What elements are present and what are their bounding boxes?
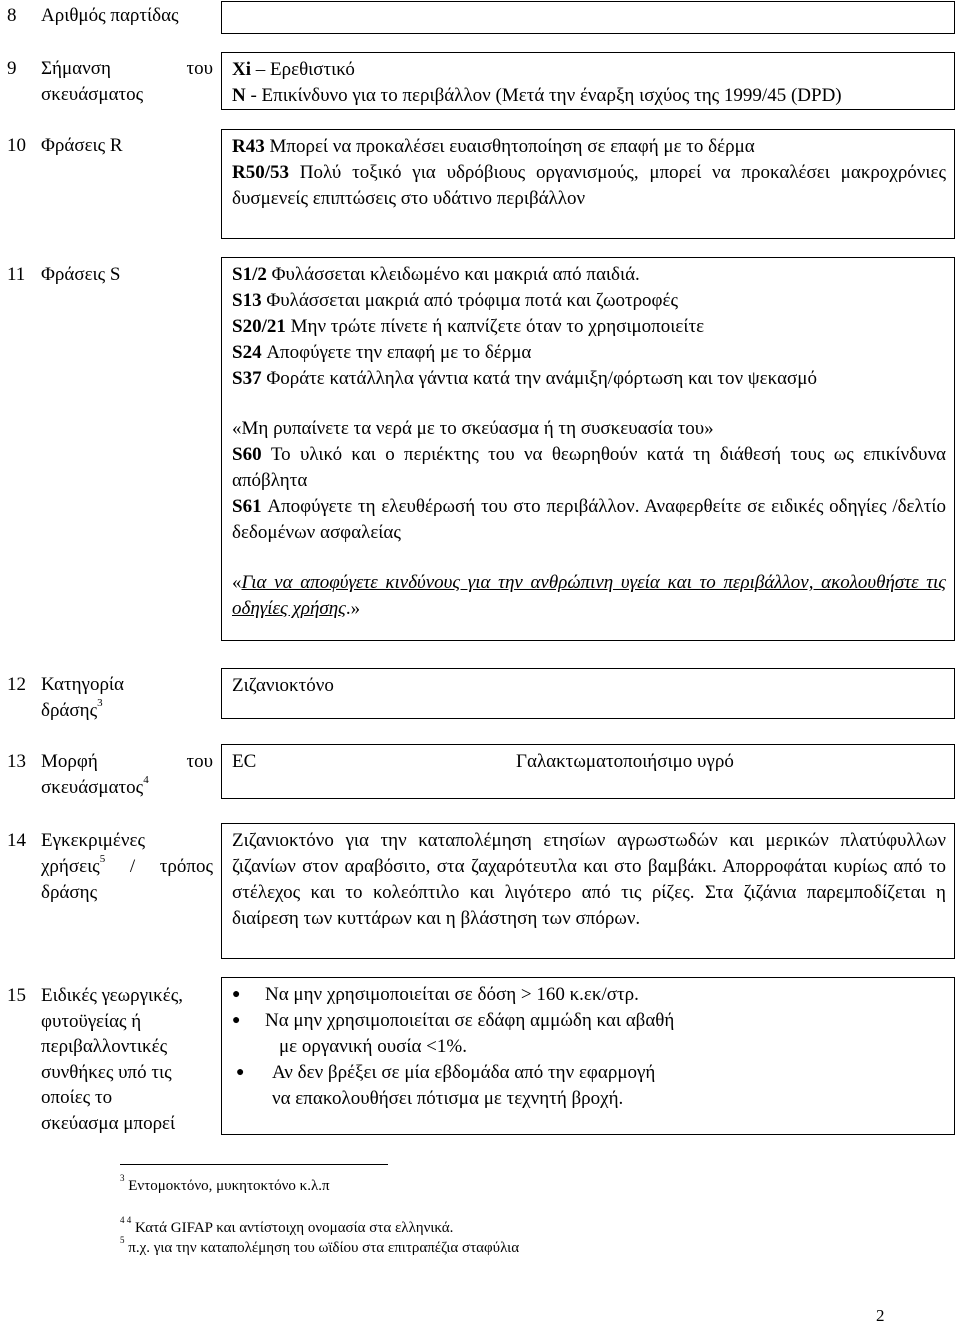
row-number: 9 xyxy=(7,58,17,79)
formulation-box xyxy=(221,744,955,799)
bullet-icon: ● xyxy=(236,1065,245,1080)
row-number: 11 xyxy=(7,264,26,285)
labelling-box xyxy=(221,52,955,110)
safety-advice: «Για να αποφύγετε κινδύνους για την ανθρώπινη υγεία και το περιβάλλον, ακολουθήστε τις οδηγίες χρήσης.» xyxy=(232,572,946,619)
bullet-icon: ● xyxy=(232,1013,241,1028)
row-number: 13 xyxy=(7,751,26,772)
s-phrase: S24 Αποφύγετε την επαφή με το δέρμα xyxy=(232,342,532,363)
condition-item: ● Αν δεν βρέξει σε μία εβδομάδα από την εφαρμογή να επακολουθήσει πότισμα με τεχνητή βροχή. xyxy=(236,1062,656,1109)
footnote: $^{4 4}$ Κατά GIFAP και αντίστοιχη ονομασία στα ελληνικά. xyxy=(120,1215,454,1236)
row-label: Φράσεις S xyxy=(41,264,121,285)
s-phrase: S37 Φοράτε κατάλληλα γάντια κατά την ανάμιξη/φόρτωση και τον ψεκασμό xyxy=(232,368,817,389)
row-number: 12 xyxy=(7,674,26,695)
s-phrases-box xyxy=(221,257,955,641)
hazard-xi: Xi – Ερεθιστικό xyxy=(232,59,355,80)
row-label: Μορφή του σκευάσματος$^4$ xyxy=(41,751,213,798)
footnote: $^3$ Εντομοκτόνο, μυκητοκτόνο κ.λ.π xyxy=(120,1173,330,1194)
hazard-n: N - Επικίνδυνο για το περιβάλλον (Μετά την έναρξη ισχύος της 1999/45 (DPD) xyxy=(232,85,842,106)
row-number: 10 xyxy=(7,135,26,156)
row-number: 8 xyxy=(7,5,17,26)
row-label: Ειδικές γεωργικές, φυτοϋγείας ή περιβαλλοντικές συνθήκες υπό τις οποίες το σκεύασμα μπορεί xyxy=(41,985,183,1134)
r-phrases-box xyxy=(221,129,955,239)
bullet-icon: ● xyxy=(232,987,241,1002)
page-number: 2 xyxy=(876,1306,885,1325)
row-number: 14 xyxy=(7,830,26,851)
condition-item: ● Να μην χρησιμοποιείται σε δόση > 160 κ.εκ/στρ. xyxy=(232,982,946,1008)
r-phrase: R50/53 Πολύ τοξικό για υδρόβιους οργανισμούς, μπορεί να προκαλέσει μακροχρόνιες δυσμενείς επιπτώσεις στο υδάτινο περιβάλλον xyxy=(232,162,946,209)
footnote-separator xyxy=(120,1164,388,1165)
s-phrase: S20/21 Μην τρώτε πίνετε ή καπνίζετε όταν το χρησιμοποιείτε xyxy=(232,316,705,337)
condition-item: ● Να μην χρησιμοποιείται σε εδάφη αμμώδη και αβαθή με οργανική ουσία <1%. xyxy=(232,1010,675,1057)
s-phrase-s61: S61 Αποφύγετε τη ελευθέρωσή του στο περιβάλλον. Αναφερθείτε σε ειδικές οδηγίες /δελτίο δεδομένων ασφαλείας xyxy=(232,496,946,543)
uses-box xyxy=(221,823,955,959)
s-phrase: S13 Φυλάσσεται μακριά από τρόφιμα ποτά και ζωοτροφές xyxy=(232,290,679,311)
row-label: Φράσεις R xyxy=(41,135,123,156)
row-number: 15 xyxy=(7,985,26,1006)
s-phrase-s60: S60 Το υλικό και ο περιέκτης του να θεωρηθούν κατά τη διάθεσή τους ως επικίνδυνα απόβλητα xyxy=(232,444,946,491)
s-phrase: S1/2 Φυλάσσεται κλειδωμένο και μακριά από παιδιά. xyxy=(232,264,640,285)
r-phrase: R43 Μπορεί να προκαλέσει ευαισθητοποίηση σε επαφή με το δέρμα xyxy=(232,136,755,157)
formulation-name: Γαλακτωματοποιήσιμο υγρό xyxy=(516,751,734,772)
uses-text: Ζιζανιοκτόνο για την καταπολέμηση ετησίων αγρωστωδών και μερικών πλατύφυλλων ζιζανίων στον αραβόσιτο, στα ζαχαρότευτλα και στο βαμβάκι. Απορροφάται κυρίως από το στέλεχος και το κολεόπτιλο και λιγότερο από τις ρίζες. Στα ζιζάνια παρεμποδίζεται η διαίρεση των κυττάρων και η βλάστηση των σπόρων. xyxy=(232,830,946,929)
category-box xyxy=(221,668,955,719)
footnote: $^5$ π.χ. για την καταπολέμηση του ωϊδίου στα επιτραπέζια σταφύλια xyxy=(120,1235,520,1256)
row-label: Αριθμός παρτίδας xyxy=(41,5,179,26)
row-label: Εγκεκριμένες χρήσεις$^5$ / τρόπος δράσης xyxy=(41,830,214,903)
conditions-box xyxy=(221,977,955,1135)
row-label: Κατηγορία δράσης$^3$ xyxy=(41,674,124,721)
row-label: Σήμανση του σκευάσματος xyxy=(41,58,213,105)
category-value: Ζιζανιοκτόνο xyxy=(232,675,334,696)
batch-number-box xyxy=(221,1,955,34)
formulation-code: EC xyxy=(232,751,257,772)
water-quote: «Μη ρυπαίνετε τα νερά με το σκεύασμα ή τη συσκευασία του» xyxy=(232,418,714,439)
